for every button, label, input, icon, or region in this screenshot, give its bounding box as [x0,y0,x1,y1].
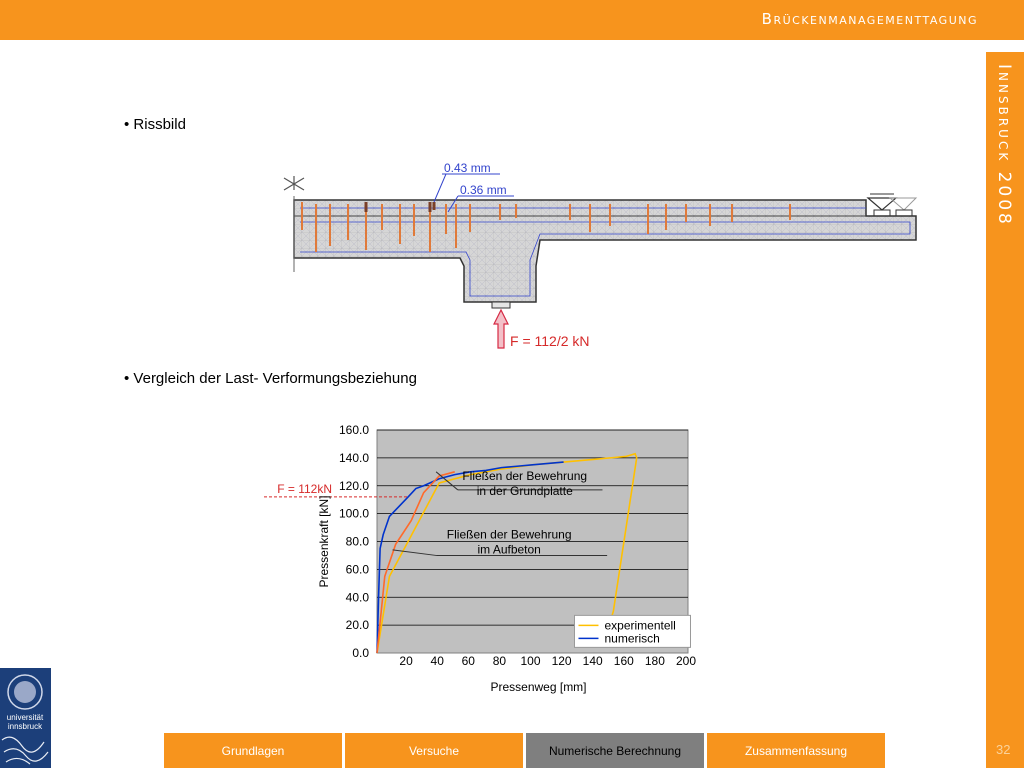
x-tick-label: 100 [520,654,541,668]
logo-line1: universität [6,713,44,722]
support-left-icon [284,176,304,190]
legend-label: experimentell [604,618,676,633]
x-tick-label: 160 [613,654,634,668]
logo-line2: innsbruck [7,722,43,731]
legend-label: numerisch [604,631,660,646]
annotation-aufbeton-2: im Aufbeton [477,542,541,557]
nav-zusammenfassung[interactable]: Zusammenfassung [707,733,885,768]
section-nav [164,733,888,768]
y-tick-label: 80.0 [345,534,369,549]
bullet-rissbild: • Rissbild [124,116,186,133]
y-tick-label: 20.0 [345,618,369,633]
crack-pattern-figure [270,160,930,360]
y-tick-label: 0.0 [352,646,369,660]
presentation-title: Brückenmanagementtagung [761,10,978,28]
x-tick-label: 60 [461,654,475,668]
y-tick-label: 140.0 [338,450,369,465]
page-number: 32 [996,742,1011,757]
annotation-aufbeton-1: Fließen der Bewehrung [446,527,572,542]
force-arrow-icon [494,310,508,348]
y-axis-label: Pressenkraft [kN] [317,495,331,588]
y-tick-label: 120.0 [338,478,369,493]
university-logo [0,668,51,768]
nav-versuche[interactable]: Versuche [345,733,523,768]
x-tick-label: 140 [582,654,603,668]
bridge-cross-section [294,200,916,302]
nav-grundlagen[interactable]: Grundlagen [164,733,342,768]
support-right-icon [868,194,916,216]
crack-width-1: 0.43 mm [444,161,491,175]
header-bar [0,0,1024,40]
x-axis-label: Pressenweg [mm] [490,680,587,694]
sidebar-bar [986,52,1024,768]
force-label: F = 112/2 kN [510,333,590,349]
y-tick-label: 60.0 [345,562,369,577]
chart-legend [574,615,690,647]
crack-width-2: 0.36 mm [460,183,507,197]
y-tick-label: 40.0 [345,590,369,605]
y-tick-label: 100.0 [338,506,369,521]
load-deformation-chart [250,418,720,698]
bullet-vergleich: • Vergleich der Last- Verformungsbeziehung [124,370,417,387]
x-tick-label: 20 [399,654,413,668]
nav-numerische-berechnung[interactable]: Numerische Berechnung [526,733,704,768]
y-tick-label: 160.0 [338,423,369,437]
load-plate [492,302,510,308]
x-tick-label: 180 [644,654,665,668]
x-tick-label: 40 [430,654,444,668]
x-tick-label: 80 [492,654,507,668]
annotation-grundplatte-2: in der Grundplatte [476,484,573,499]
x-tick-label: 120 [551,654,572,668]
sidebar-title: Innsbruck 2008 [994,64,1014,227]
annotation-grundplatte-1: Fließen der Bewehrung [462,469,588,484]
x-tick-label: 200 [675,654,697,668]
reference-label: F = 112kN [277,481,332,496]
